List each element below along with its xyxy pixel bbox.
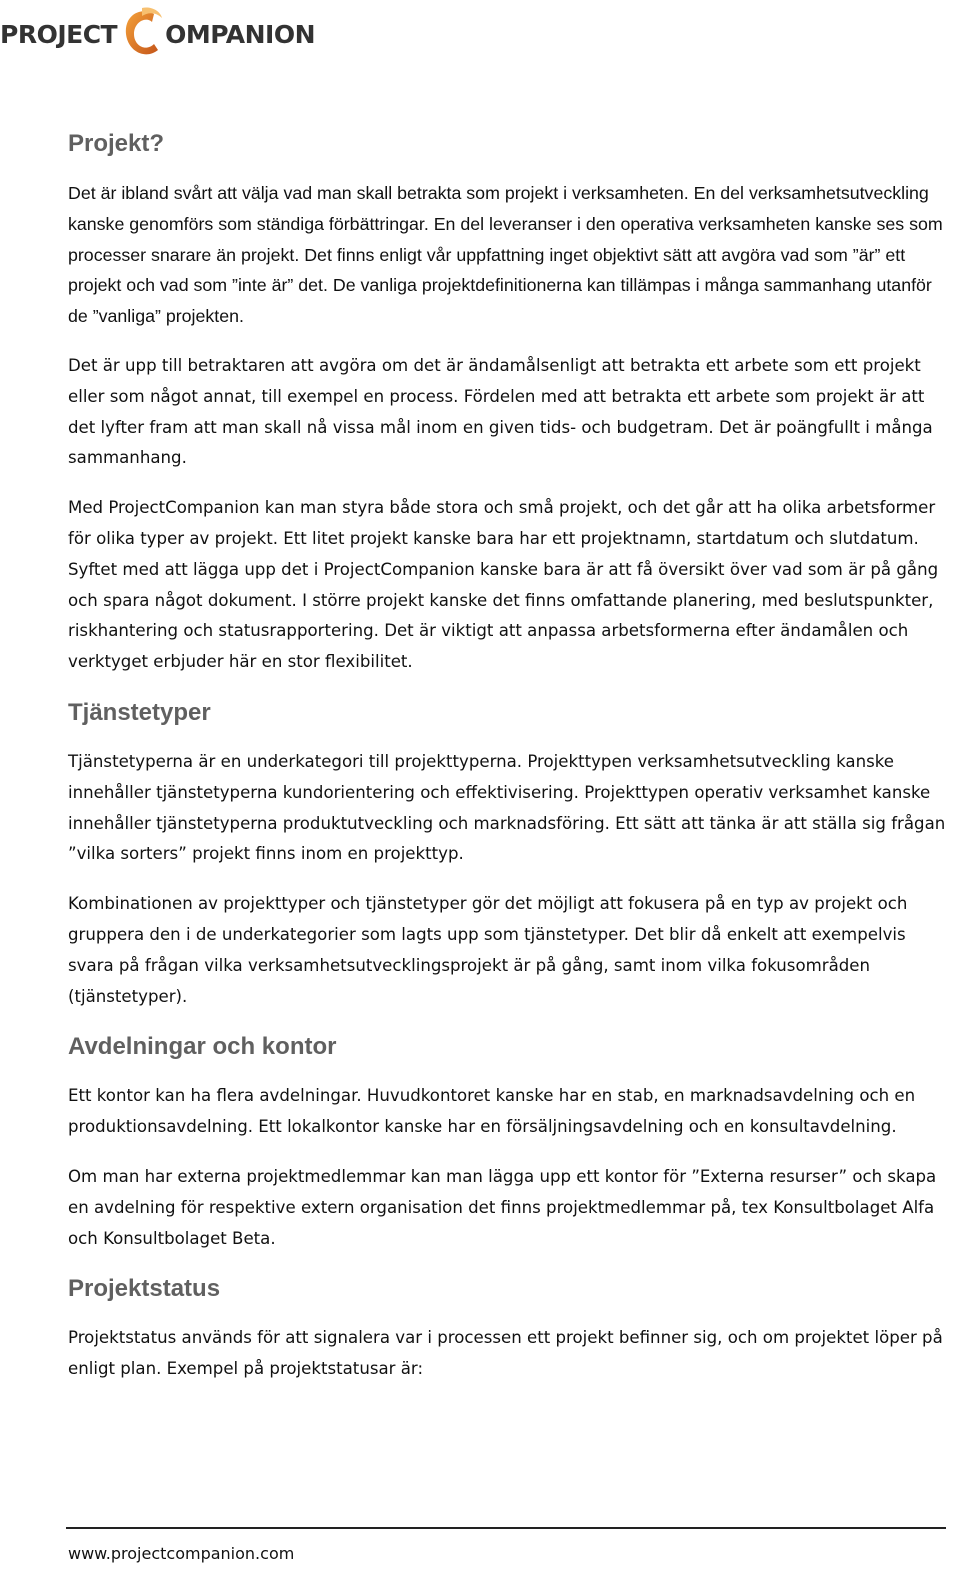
paragraph: Tjänstetyperna är en underkategori till projekttyperna. Projekttypen verksamhetsutveckling kanske innehåller tjänstetyperna kundorientering och effektivisering. Projekttypen operativ verksamhet kanske innehåller tjänstetyperna produktutveckling och marknadsföring. Ett sätt att tänka är att ställa sig frågan ”vilka sorters” projekt finns inom en projekttyp. [68, 751, 946, 864]
paragraph: Om man har externa projektmedlemmar kan man lägga upp ett kontor för ”Externa resurser” och skapa en avdelning för respektive extern organisation det finns projektmedlemmar på, tex Konsultbolaget Alfa och Konsultbolaget Beta. [68, 1166, 937, 1248]
footer-url[interactable]: www.projectcompanion.com [68, 1544, 295, 1563]
heading-projektstatus: Projektstatus [68, 1275, 221, 1303]
heading-avdelningar-och-kontor: Avdelningar och kontor [68, 1033, 337, 1061]
paragraph: Det är upp till betraktaren att avgöra om det är ändamålsenligt att betrakta ett arbete som ett projekt eller som något annat, till exempel en process. Fördelen med att betrakta ett arbete som projekt är att det lyfter fram att man skall nå vissa mål inom en given tids- och budgetram. Det är poängfullt i många sammanhang. [68, 355, 933, 468]
heading-projekt: Projekt? [68, 130, 165, 157]
logo-text-ompanion: OMPANION [165, 19, 316, 49]
paragraph: Ett kontor kan ha flera avdelningar. Huvudkontoret kanske har en stab, en marknadsavdelning och en produktionsavdelning. Ett lokalkontor kanske har en försäljningsavdelning och en konsultavdelning. [68, 1086, 916, 1137]
document-body [68, 128, 946, 1404]
logo-text-project: PROJECT [0, 19, 118, 49]
paragraph: Kombinationen av projekttyper och tjänstetyper gör det möjligt att fokusera på en typ av projekt och gruppera den i de underkategorier som lagts upp som tjänstetyper. Det blir då enkelt att exempelvis svara på frågan vilka verksamhetsutvecklingsprojekt är på gång, samt inom vilka fokusområden (tjänstetyper). [68, 894, 908, 1006]
footer-divider [66, 1527, 946, 1529]
paragraph: Det är ibland svårt att välja vad man skall betrakta som projekt i verksamheten. En del verksamhetsutveckling kanske genomförs som ständiga förbättringar. En del leveranser i den operativa verksamheten kanske ses som processer snarare än projekt. Det finns enligt vår uppfattning inget objektivt sätt att avgöra vad som ”är” ett projekt och vad som ”inte är” det. De vanliga projektdefinitionerna kan tillämpas i många sammanhang utanför de ”vanliga” projekten. [68, 183, 943, 327]
c-swirl-logo-icon [120, 12, 164, 56]
paragraph: Projektstatus används för att signalera var i processen ett projekt befinner sig, och om projektet löper på enligt plan. Exempel på projektstatusar är: [68, 1328, 943, 1379]
paragraph: Med ProjectCompanion kan man styra både stora och små projekt, och det går att ha olika arbetsformer för olika typer av projekt. Ett litet projekt kanske bara har ett projektnamn, startdatum och slutdatum. Syftet med att lägga upp det i ProjectCompanion kanske bara är att få översikt över vad som är på gång och spara något dokument. I större projekt kanske det finns omfattande planering, med beslutspunkter, riskhantering och statusrapportering. Det är viktigt att anpassa arbetsformerna efter ändamålen och verktyget erbjuder här en stor flexibilitet. [68, 498, 939, 672]
heading-tjanstetyper: Tjänstetyper [68, 698, 211, 726]
projectcompanion-logo [0, 4, 315, 64]
